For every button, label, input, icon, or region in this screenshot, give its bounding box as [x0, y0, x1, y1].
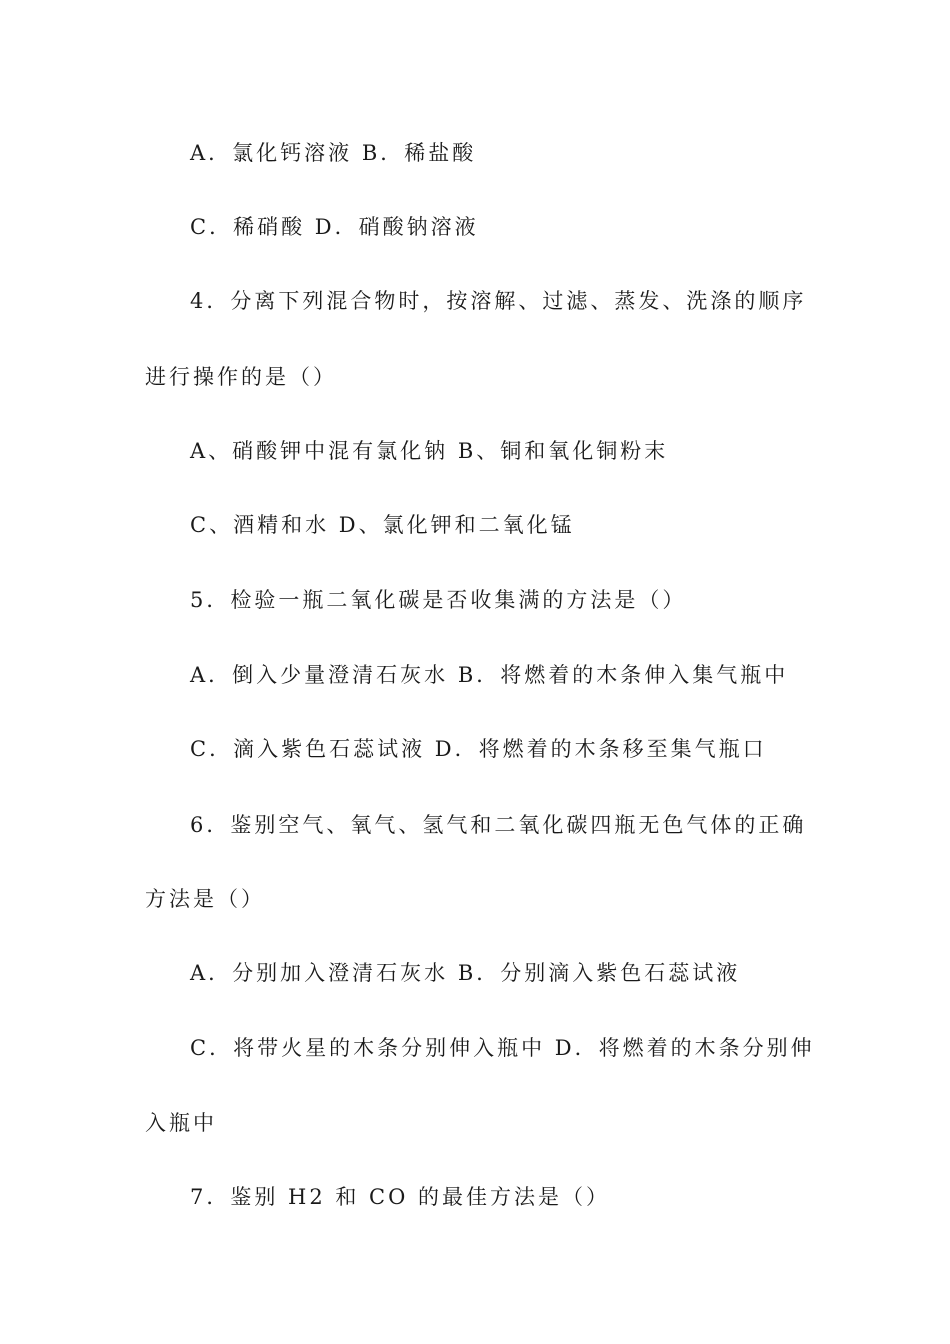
question-6-line-1: 6．鉴别空气、氧气、氢气和二氧化碳四瓶无色气体的正确	[190, 813, 807, 837]
option-line-q6-cd-1: C．将带火星的木条分别伸入瓶中 D．将燃着的木条分别伸	[190, 1036, 815, 1060]
option-line-q3-ab: A．氯化钙溶液 B．稀盐酸	[190, 141, 477, 165]
option-line-q6-cd-2: 入瓶中	[145, 1111, 217, 1135]
option-line-q4-ab: A、硝酸钾中混有氯化钠 B、铜和氧化铜粉末	[190, 439, 669, 463]
option-line-q4-cd: C、酒精和水 D、氯化钾和二氧化锰	[190, 513, 575, 537]
option-line-q5-cd: C．滴入紫色石蕊试液 D．将燃着的木条移至集气瓶口	[190, 737, 767, 761]
option-line-q3-cd: C．稀硝酸 D．硝酸钠溶液	[190, 215, 479, 239]
option-line-q5-ab: A．倒入少量澄清石灰水 B．将燃着的木条伸入集气瓶中	[190, 663, 789, 687]
option-line-q6-ab: A．分别加入澄清石灰水 B．分别滴入紫色石蕊试液	[190, 961, 741, 985]
question-7: 7．鉴别 H2 和 CO 的最佳方法是（）	[190, 1185, 611, 1209]
question-4-line-2: 进行操作的是（）	[145, 365, 337, 389]
question-5: 5．检验一瓶二氧化碳是否收集满的方法是（）	[190, 588, 687, 612]
question-6-line-2: 方法是（）	[145, 887, 265, 911]
question-4-line-1: 4．分离下列混合物时，按溶解、过滤、蒸发、洗涤的顺序	[190, 289, 807, 313]
